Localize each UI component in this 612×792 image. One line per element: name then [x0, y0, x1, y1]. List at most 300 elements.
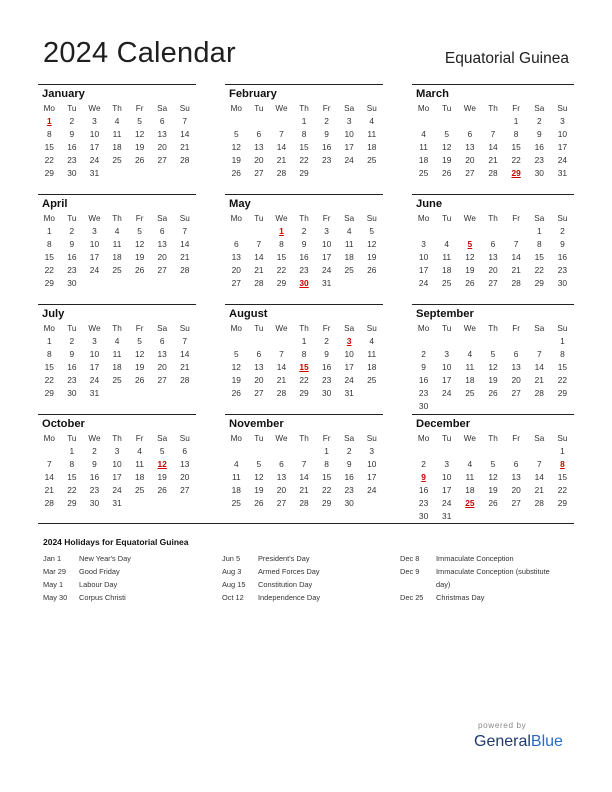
day-cell[interactable]: 11	[442, 252, 452, 262]
day-cell[interactable]: 4	[421, 129, 426, 139]
day-cell[interactable]: 11	[135, 459, 144, 469]
day-cell[interactable]: 18	[465, 375, 475, 385]
day-cell[interactable]: 21	[511, 265, 521, 275]
day-cell[interactable]: 17	[112, 472, 122, 482]
day-cell[interactable]: 28	[488, 168, 498, 178]
day-cell[interactable]: 7	[182, 336, 188, 346]
day-cell[interactable]: 12	[465, 252, 475, 262]
day-cell[interactable]: 5	[159, 446, 165, 456]
day-cell[interactable]: 21	[276, 375, 287, 385]
day-cell[interactable]: 29	[276, 278, 287, 288]
day-cell[interactable]: 8	[301, 129, 307, 139]
day-cell[interactable]: 28	[511, 278, 521, 288]
day-cell[interactable]: 19	[488, 485, 498, 495]
day-cell[interactable]: 11	[465, 362, 475, 372]
day-cell[interactable]: 6	[513, 349, 519, 359]
day-cell[interactable]: 26	[465, 278, 475, 288]
holiday-day-cell[interactable]: 25	[465, 498, 475, 508]
day-cell[interactable]: 27	[254, 388, 264, 398]
day-cell[interactable]: 17	[557, 142, 568, 152]
day-cell[interactable]: 23	[67, 265, 77, 275]
day-cell[interactable]: 8	[560, 349, 565, 359]
day-cell[interactable]: 20	[511, 485, 521, 495]
day-cell[interactable]: 1	[301, 336, 307, 346]
day-cell[interactable]: 23	[344, 485, 354, 495]
day-cell[interactable]: 17	[367, 472, 377, 482]
day-cell[interactable]: 5	[137, 116, 142, 126]
day-cell[interactable]: 29	[299, 388, 309, 398]
day-cell[interactable]: 1	[560, 446, 565, 456]
day-cell[interactable]: 14	[254, 252, 264, 262]
day-cell[interactable]: 23	[67, 375, 77, 385]
holiday-day-cell[interactable]: 8	[560, 459, 565, 469]
day-cell[interactable]: 20	[157, 252, 167, 262]
day-cell[interactable]: 1	[324, 446, 329, 456]
day-cell[interactable]: 3	[92, 336, 97, 346]
day-cell[interactable]: 24	[112, 485, 122, 495]
day-cell[interactable]: 29	[299, 168, 309, 178]
day-cell[interactable]: 9	[324, 349, 329, 359]
day-cell[interactable]: 30	[89, 498, 100, 508]
day-cell[interactable]: 25	[367, 375, 377, 385]
day-cell[interactable]: 21	[180, 362, 190, 372]
holiday-day-cell[interactable]: 1	[46, 116, 52, 126]
day-cell[interactable]: 24	[367, 485, 377, 495]
day-cell[interactable]: 20	[488, 265, 498, 275]
day-cell[interactable]: 15	[44, 252, 54, 262]
day-cell[interactable]: 18	[112, 252, 122, 262]
day-cell[interactable]: 4	[114, 116, 120, 126]
day-cell[interactable]: 21	[534, 375, 544, 385]
day-cell[interactable]: 31	[112, 498, 122, 508]
day-cell[interactable]: 1	[46, 226, 52, 236]
day-cell[interactable]: 9	[92, 459, 97, 469]
day-cell[interactable]: 21	[180, 252, 190, 262]
day-cell[interactable]: 4	[346, 226, 352, 236]
day-cell[interactable]: 20	[231, 265, 241, 275]
day-cell[interactable]: 19	[134, 142, 145, 152]
day-cell[interactable]: 10	[442, 362, 452, 372]
day-cell[interactable]: 31	[557, 168, 568, 178]
day-cell[interactable]: 9	[69, 349, 75, 359]
day-cell[interactable]: 20	[254, 375, 264, 385]
day-cell[interactable]: 9	[69, 129, 75, 139]
day-cell[interactable]: 10	[321, 239, 332, 249]
day-cell[interactable]: 22	[299, 375, 309, 385]
day-cell[interactable]: 17	[344, 362, 354, 372]
holiday-day-cell[interactable]: 29	[511, 168, 521, 178]
day-cell[interactable]: 20	[157, 362, 167, 372]
day-cell[interactable]: 6	[159, 116, 165, 126]
day-cell[interactable]: 3	[444, 459, 450, 469]
day-cell[interactable]: 19	[231, 375, 241, 385]
day-cell[interactable]: 14	[511, 252, 521, 262]
day-cell[interactable]: 26	[134, 265, 145, 275]
day-cell[interactable]: 4	[137, 446, 142, 456]
day-cell[interactable]: 27	[180, 485, 190, 495]
day-cell[interactable]: 4	[467, 459, 473, 469]
day-cell[interactable]: 6	[279, 459, 284, 469]
day-cell[interactable]: 21	[254, 265, 264, 275]
day-cell[interactable]: 18	[134, 472, 145, 482]
day-cell[interactable]: 8	[536, 239, 542, 249]
day-cell[interactable]: 6	[159, 336, 165, 346]
day-cell[interactable]: 15	[299, 142, 309, 152]
day-cell[interactable]: 11	[112, 129, 122, 139]
day-cell[interactable]: 5	[137, 336, 142, 346]
day-cell[interactable]: 15	[321, 472, 332, 482]
day-cell[interactable]: 18	[344, 252, 354, 262]
day-cell[interactable]: 1	[560, 336, 565, 346]
day-cell[interactable]: 25	[134, 485, 145, 495]
day-cell[interactable]: 29	[44, 278, 54, 288]
day-cell[interactable]: 16	[557, 252, 568, 262]
day-cell[interactable]: 2	[324, 116, 329, 126]
day-cell[interactable]: 21	[299, 485, 309, 495]
day-cell[interactable]: 18	[442, 265, 452, 275]
day-cell[interactable]: 6	[256, 129, 262, 139]
day-cell[interactable]: 4	[114, 336, 120, 346]
day-cell[interactable]: 16	[321, 142, 332, 152]
day-cell[interactable]: 1	[513, 116, 519, 126]
day-cell[interactable]: 24	[344, 375, 354, 385]
day-cell[interactable]: 25	[442, 278, 452, 288]
holiday-day-cell[interactable]: 5	[467, 239, 473, 249]
day-cell[interactable]: 14	[488, 142, 498, 152]
day-cell[interactable]: 8	[46, 349, 52, 359]
day-cell[interactable]: 7	[513, 239, 519, 249]
day-cell[interactable]: 7	[256, 239, 262, 249]
day-cell[interactable]: 16	[344, 472, 354, 482]
day-cell[interactable]: 19	[442, 155, 452, 165]
day-cell[interactable]: 19	[134, 252, 145, 262]
day-cell[interactable]: 7	[536, 459, 542, 469]
day-cell[interactable]: 23	[321, 155, 332, 165]
day-cell[interactable]: 31	[89, 168, 100, 178]
day-cell[interactable]: 16	[418, 485, 429, 495]
day-cell[interactable]: 13	[511, 362, 521, 372]
day-cell[interactable]: 17	[442, 375, 452, 385]
day-cell[interactable]: 18	[112, 362, 122, 372]
day-cell[interactable]: 15	[557, 472, 568, 482]
holiday-day-cell[interactable]: 1	[279, 226, 284, 236]
day-cell[interactable]: 26	[231, 168, 241, 178]
day-cell[interactable]: 11	[344, 239, 354, 249]
day-cell[interactable]: 15	[557, 362, 568, 372]
day-cell[interactable]: 30	[418, 511, 429, 521]
day-cell[interactable]: 10	[344, 129, 354, 139]
day-cell[interactable]: 13	[157, 239, 167, 249]
day-cell[interactable]: 27	[511, 498, 521, 508]
day-cell[interactable]: 14	[299, 472, 309, 482]
day-cell[interactable]: 7	[182, 226, 188, 236]
day-cell[interactable]: 31	[321, 278, 332, 288]
day-cell[interactable]: 27	[276, 498, 287, 508]
day-cell[interactable]: 23	[557, 265, 568, 275]
day-cell[interactable]: 31	[89, 388, 100, 398]
day-cell[interactable]: 25	[112, 265, 122, 275]
day-cell[interactable]: 5	[490, 459, 496, 469]
day-cell[interactable]: 13	[488, 252, 498, 262]
day-cell[interactable]: 26	[442, 168, 452, 178]
day-cell[interactable]: 29	[557, 498, 568, 508]
day-cell[interactable]: 22	[44, 375, 54, 385]
day-cell[interactable]: 9	[560, 239, 565, 249]
holiday-day-cell[interactable]: 30	[299, 278, 309, 288]
day-cell[interactable]: 22	[557, 485, 568, 495]
day-cell[interactable]: 5	[369, 226, 375, 236]
day-cell[interactable]: 11	[367, 349, 377, 359]
day-cell[interactable]: 11	[112, 239, 122, 249]
day-cell[interactable]: 22	[67, 485, 77, 495]
day-cell[interactable]: 10	[418, 252, 429, 262]
day-cell[interactable]: 25	[231, 498, 241, 508]
day-cell[interactable]: 27	[231, 278, 241, 288]
day-cell[interactable]: 26	[488, 388, 498, 398]
day-cell[interactable]: 9	[421, 362, 426, 372]
day-cell[interactable]: 14	[534, 362, 544, 372]
day-cell[interactable]: 7	[536, 349, 542, 359]
day-cell[interactable]: 24	[418, 278, 429, 288]
day-cell[interactable]: 13	[157, 349, 167, 359]
day-cell[interactable]: 17	[89, 142, 100, 152]
day-cell[interactable]: 10	[344, 349, 354, 359]
day-cell[interactable]: 9	[346, 459, 352, 469]
day-cell[interactable]: 3	[421, 239, 426, 249]
day-cell[interactable]: 5	[490, 349, 496, 359]
day-cell[interactable]: 8	[46, 239, 52, 249]
day-cell[interactable]: 7	[490, 129, 496, 139]
day-cell[interactable]: 23	[321, 375, 332, 385]
day-cell[interactable]: 22	[44, 155, 54, 165]
day-cell[interactable]: 3	[92, 116, 97, 126]
day-cell[interactable]: 17	[442, 485, 452, 495]
day-cell[interactable]: 2	[92, 446, 97, 456]
day-cell[interactable]: 18	[112, 142, 122, 152]
day-cell[interactable]: 12	[231, 362, 241, 372]
day-cell[interactable]: 13	[465, 142, 475, 152]
day-cell[interactable]: 27	[157, 375, 167, 385]
day-cell[interactable]: 25	[344, 265, 354, 275]
day-cell[interactable]: 10	[367, 459, 377, 469]
day-cell[interactable]: 12	[231, 142, 241, 152]
day-cell[interactable]: 28	[180, 265, 190, 275]
day-cell[interactable]: 7	[182, 116, 188, 126]
day-cell[interactable]: 11	[112, 349, 122, 359]
day-cell[interactable]: 23	[534, 155, 544, 165]
day-cell[interactable]: 20	[254, 155, 264, 165]
day-cell[interactable]: 20	[511, 375, 521, 385]
day-cell[interactable]: 3	[114, 446, 120, 456]
day-cell[interactable]: 2	[421, 349, 426, 359]
day-cell[interactable]: 19	[231, 155, 241, 165]
day-cell[interactable]: 15	[67, 472, 77, 482]
day-cell[interactable]: 25	[418, 168, 429, 178]
day-cell[interactable]: 21	[180, 142, 190, 152]
day-cell[interactable]: 18	[367, 362, 377, 372]
day-cell[interactable]: 13	[180, 459, 190, 469]
day-cell[interactable]: 30	[67, 278, 77, 288]
day-cell[interactable]: 30	[557, 278, 568, 288]
day-cell[interactable]: 24	[344, 155, 354, 165]
day-cell[interactable]: 21	[534, 485, 544, 495]
day-cell[interactable]: 17	[344, 142, 354, 152]
day-cell[interactable]: 5	[233, 129, 239, 139]
day-cell[interactable]: 30	[321, 388, 332, 398]
day-cell[interactable]: 10	[557, 129, 568, 139]
day-cell[interactable]: 19	[465, 265, 475, 275]
day-cell[interactable]: 14	[180, 129, 190, 139]
day-cell[interactable]: 16	[67, 252, 77, 262]
day-cell[interactable]: 17	[321, 252, 332, 262]
day-cell[interactable]: 25	[367, 155, 377, 165]
day-cell[interactable]: 8	[513, 129, 519, 139]
day-cell[interactable]: 26	[254, 498, 264, 508]
day-cell[interactable]: 29	[44, 168, 54, 178]
day-cell[interactable]: 16	[67, 362, 77, 372]
day-cell[interactable]: 28	[299, 498, 309, 508]
day-cell[interactable]: 6	[182, 446, 188, 456]
day-cell[interactable]: 3	[92, 226, 97, 236]
day-cell[interactable]: 3	[324, 226, 329, 236]
day-cell[interactable]: 16	[418, 375, 429, 385]
day-cell[interactable]: 11	[367, 129, 377, 139]
day-cell[interactable]: 14	[276, 362, 287, 372]
day-cell[interactable]: 20	[157, 142, 167, 152]
day-cell[interactable]: 9	[301, 239, 307, 249]
day-cell[interactable]: 4	[114, 226, 120, 236]
day-cell[interactable]: 6	[490, 239, 496, 249]
day-cell[interactable]: 14	[276, 142, 287, 152]
day-cell[interactable]: 24	[89, 155, 100, 165]
day-cell[interactable]: 25	[465, 388, 475, 398]
day-cell[interactable]: 30	[67, 168, 77, 178]
day-cell[interactable]: 2	[346, 446, 352, 456]
holiday-day-cell[interactable]: 12	[157, 459, 167, 469]
day-cell[interactable]: 14	[534, 472, 544, 482]
day-cell[interactable]: 16	[89, 472, 100, 482]
day-cell[interactable]: 24	[442, 388, 452, 398]
day-cell[interactable]: 12	[488, 362, 498, 372]
day-cell[interactable]: 8	[69, 459, 75, 469]
day-cell[interactable]: 16	[299, 252, 309, 262]
day-cell[interactable]: 26	[367, 265, 377, 275]
day-cell[interactable]: 1	[301, 116, 307, 126]
day-cell[interactable]: 14	[44, 472, 54, 482]
day-cell[interactable]: 17	[89, 252, 100, 262]
day-cell[interactable]: 19	[134, 362, 145, 372]
day-cell[interactable]: 8	[279, 239, 284, 249]
day-cell[interactable]: 23	[89, 485, 100, 495]
day-cell[interactable]: 23	[418, 498, 429, 508]
day-cell[interactable]: 27	[157, 265, 167, 275]
day-cell[interactable]: 12	[134, 349, 145, 359]
day-cell[interactable]: 3	[560, 116, 565, 126]
day-cell[interactable]: 28	[254, 278, 264, 288]
day-cell[interactable]: 24	[89, 265, 100, 275]
day-cell[interactable]: 5	[256, 459, 262, 469]
day-cell[interactable]: 15	[44, 142, 54, 152]
day-cell[interactable]: 9	[324, 129, 329, 139]
day-cell[interactable]: 3	[369, 446, 375, 456]
day-cell[interactable]: 19	[157, 472, 167, 482]
day-cell[interactable]: 12	[254, 472, 264, 482]
day-cell[interactable]: 25	[112, 375, 122, 385]
day-cell[interactable]: 4	[444, 239, 450, 249]
day-cell[interactable]: 17	[89, 362, 100, 372]
day-cell[interactable]: 10	[89, 129, 100, 139]
day-cell[interactable]: 12	[367, 239, 377, 249]
day-cell[interactable]: 28	[44, 498, 54, 508]
day-cell[interactable]: 1	[69, 446, 75, 456]
day-cell[interactable]: 31	[442, 511, 452, 521]
day-cell[interactable]: 22	[511, 155, 521, 165]
day-cell[interactable]: 23	[418, 388, 429, 398]
day-cell[interactable]: 21	[276, 155, 287, 165]
day-cell[interactable]: 11	[231, 472, 241, 482]
day-cell[interactable]: 1	[46, 336, 52, 346]
day-cell[interactable]: 12	[134, 239, 145, 249]
day-cell[interactable]: 6	[467, 129, 473, 139]
holiday-day-cell[interactable]: 15	[299, 362, 309, 372]
day-cell[interactable]: 13	[157, 129, 167, 139]
day-cell[interactable]: 13	[511, 472, 521, 482]
day-cell[interactable]: 13	[254, 142, 264, 152]
day-cell[interactable]: 2	[301, 226, 307, 236]
day-cell[interactable]: 4	[467, 349, 473, 359]
day-cell[interactable]: 24	[321, 265, 332, 275]
day-cell[interactable]: 31	[344, 388, 354, 398]
generalblue-logo[interactable]	[474, 733, 563, 751]
day-cell[interactable]: 22	[299, 155, 309, 165]
day-cell[interactable]: 13	[231, 252, 241, 262]
day-cell[interactable]: 8	[324, 459, 329, 469]
day-cell[interactable]: 7	[279, 129, 284, 139]
day-cell[interactable]: 13	[276, 472, 287, 482]
day-cell[interactable]: 10	[89, 239, 100, 249]
day-cell[interactable]: 9	[69, 239, 75, 249]
day-cell[interactable]: 6	[256, 349, 262, 359]
day-cell[interactable]: 17	[418, 265, 429, 275]
day-cell[interactable]: 20	[465, 155, 475, 165]
day-cell[interactable]: 2	[69, 336, 75, 346]
day-cell[interactable]: 28	[180, 155, 190, 165]
day-cell[interactable]: 20	[180, 472, 190, 482]
day-cell[interactable]: 16	[534, 142, 544, 152]
day-cell[interactable]: 1	[536, 226, 542, 236]
holiday-day-cell[interactable]: 9	[421, 472, 426, 482]
day-cell[interactable]: 28	[534, 498, 544, 508]
day-cell[interactable]: 3	[444, 349, 450, 359]
day-cell[interactable]: 29	[557, 388, 568, 398]
day-cell[interactable]: 26	[134, 375, 145, 385]
day-cell[interactable]: 5	[233, 349, 239, 359]
day-cell[interactable]: 6	[159, 226, 165, 236]
day-cell[interactable]: 28	[276, 168, 287, 178]
day-cell[interactable]: 11	[419, 142, 428, 152]
day-cell[interactable]: 5	[444, 129, 450, 139]
day-cell[interactable]: 7	[46, 459, 52, 469]
day-cell[interactable]: 7	[301, 459, 307, 469]
day-cell[interactable]: 20	[276, 485, 287, 495]
day-cell[interactable]: 26	[157, 485, 167, 495]
day-cell[interactable]: 23	[299, 265, 309, 275]
day-cell[interactable]: 22	[534, 265, 544, 275]
day-cell[interactable]: 12	[442, 142, 452, 152]
day-cell[interactable]: 10	[89, 349, 100, 359]
day-cell[interactable]: 27	[488, 278, 498, 288]
day-cell[interactable]: 6	[233, 239, 239, 249]
